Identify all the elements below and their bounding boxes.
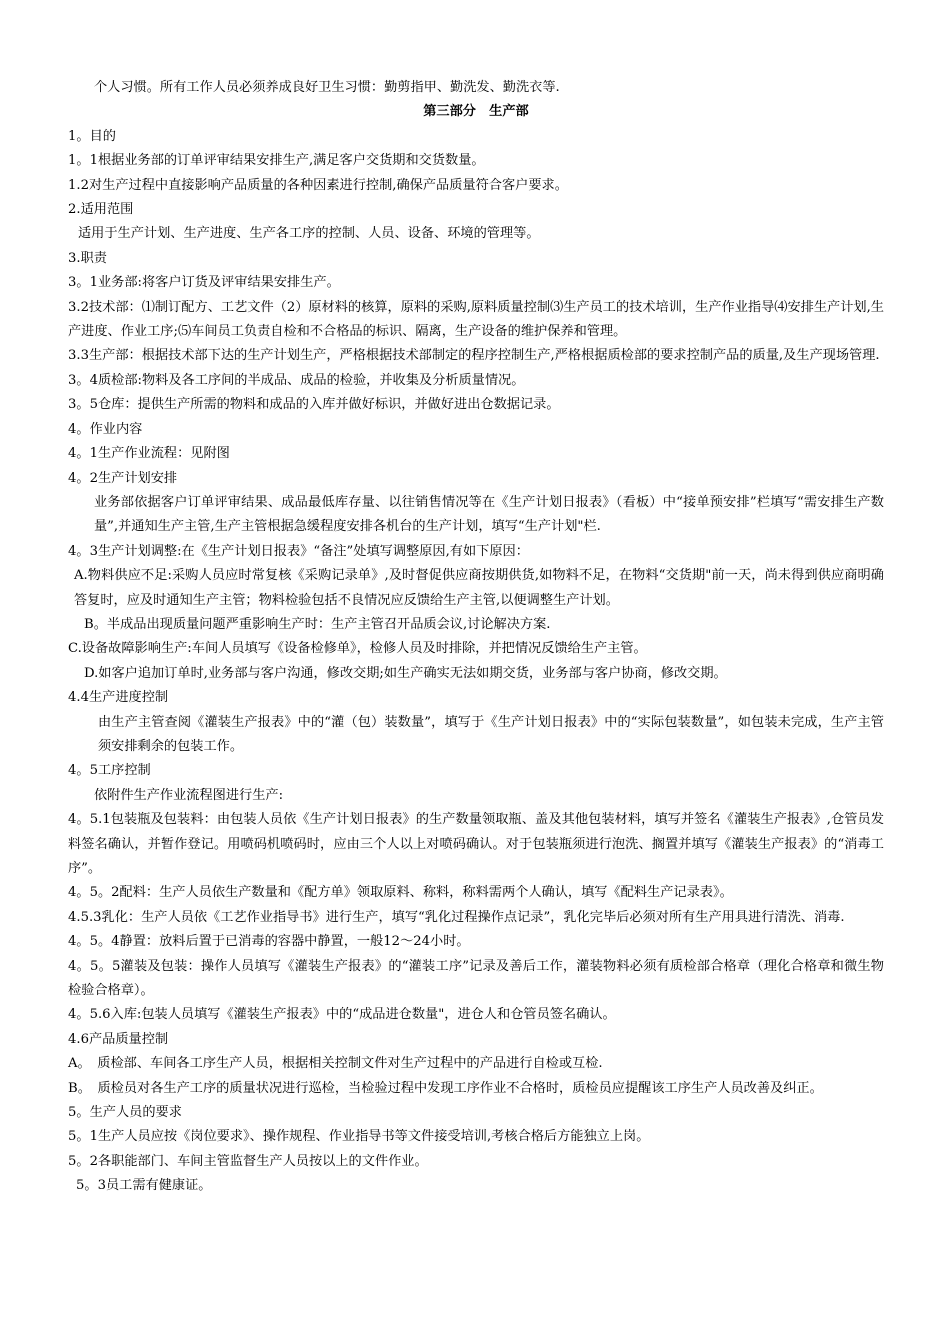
item-5-1: 5。1生产人员应按《岗位要求》、操作规程、作业指导书等文件接受培训,考核合格后方能独立上岗。 xyxy=(68,1129,650,1145)
heading-purpose: 1。目的 xyxy=(68,128,116,144)
item-4-5-1: 4。5.1包装瓶及包装料：由包装人员依《生产计划日报表》的生产数量领取瓶、盖及其他包装材料，填写并签名《灌装生产报表》,仓管员发料签名确认，并暂作登记。用喷码机喷码时，应由三个人以上对喷码确认。对于包装瓶须进行泡洗、搁置并填写《灌装生产报表》的“消毒工序”。 xyxy=(68,812,884,876)
item-4-3-d: D.如客户追加订单时,业务部与客户沟通，修改交期;如生产确实无法如期交货，业务部与客户协商，修改交期。 xyxy=(84,665,727,681)
item-4-6: 4.6产品质量控制 xyxy=(68,1031,169,1047)
paragraph-progress-control: 由生产主管查阅《灌装生产报表》中的“灌（包）装数量”，填写于《生产计划日报表》中的“实际包装数量”，如包装未完成，生产主管须安排剩余的包装工作。 xyxy=(98,714,884,754)
item-4-3-c: C.设备故障影响生产:车间人员填写《设备检修单》，检修人员及时排除，并把情况反馈给生产主管。 xyxy=(68,641,647,657)
section-title: 第三部分 生产部 xyxy=(423,104,529,120)
item-4-4: 4.4生产进度控制 xyxy=(68,690,169,706)
item-4-5-5: 4。5。5灌装及包装：操作人员填写《灌装生产报表》的“灌装工序”记录及善后工作，灌装物料必须有质检部合格章（理化合格章和微生物检验合格章）。 xyxy=(68,958,884,999)
item-4-5-3: 4.5.3乳化：生产人员依《工艺作业指导书》进行生产，填写“乳化过程操作点记录”，乳化完毕后必须对所有生产用具进行清洗、消毒. xyxy=(68,909,845,925)
heading-work-content: 4。作业内容 xyxy=(68,421,143,437)
item-3-5: 3。5仓库：提供生产所需的物料和成品的入库并做好标识，并做好进出仓数据记录。 xyxy=(68,397,560,413)
item-3-4: 3。4质检部:物料及各工序间的半成品、成品的检验，并收集及分析质量情况。 xyxy=(68,372,525,388)
item-4-3-a: A.物料供应不足:采购人员应时常复核《采购记录单》,及时督促供应商按期供货,如物料不足，在物料“交货期"前一天，尚未得到供应商明确答复时，应及时通知生产主管；物料检验包括不良情况应反馈给生产主管,以便调整生产计划。 xyxy=(74,568,884,608)
paragraph-hygiene: 个人习惯。所有工作人员必须养成良好卫生习惯：勤剪指甲、勤洗发、勤洗衣等. xyxy=(94,80,560,95)
item-3-2: 3.2技术部：⑴制订配方、工艺文件（2）原材料的核算，原料的采购,原料质量控制⑶生产员工的技术培训，生产作业指导⑷安排生产计划,生产进度、作业工序;⑸车间员工负责自检和不合格品的标识、隔离，生产设备的维护保养和管理。 xyxy=(68,299,884,340)
item-4-6-b: B。 质检员对各生产工序的质量状况进行巡检，当检验过程中发现工序作业不合格时，质检员应提醒该工序生产人员改善及纠正。 xyxy=(68,1080,823,1096)
heading-scope: 2.适用范围 xyxy=(68,202,134,218)
item-1-1: 1。1根据业务部的订单评审结果安排生产,满足客户交货期和交货数量。 xyxy=(68,153,485,169)
heading-duties: 3.职责 xyxy=(68,250,107,266)
item-4-5-2: 4。5。2配料：生产人员依生产数量和《配方单》领取原料、称料，称料需两个人确认，填写《配料生产记录表》。 xyxy=(68,885,733,901)
item-4-6-a: A。 质检部、车间各工序生产人员，根据相关控制文件对生产过程中的产品进行自检或互检. xyxy=(68,1056,603,1072)
item-4-5-4: 4。5。4静置：放料后置于已消毒的容器中静置，一般12～24小时。 xyxy=(68,934,470,950)
item-4-5-6: 4。5.6入库:包装人员填写《灌装生产报表》中的“成品进仓数量"，进仓人和仓管员签名确认。 xyxy=(68,1007,616,1023)
item-3-3: 3.3生产部：根据技术部下达的生产计划生产，严格根据技术部制定的程序控制生产,严格根据质检部的要求控制产品的质量,及生产现场管理. xyxy=(68,348,880,364)
item-4-3: 4。3生产计划调整:在《生产计划日报表》“备注”处填写调整原因,有如下原因： xyxy=(68,543,529,559)
paragraph-plan-arrangement: 业务部依据客户订单评审结果、成品最低库存量、以往销售情况等在《生产计划日报表》（看板）中“接单预安排”栏填写“需安排生产数量”,并通知生产主管,生产主管根据急缓程度安排各机台的生产计划，填写“生产计划"栏. xyxy=(94,494,884,535)
heading-staff-requirements: 5。生产人员的要求 xyxy=(68,1105,182,1121)
item-4-2: 4。2生产计划安排 xyxy=(68,470,178,486)
item-3-1: 3。1业务部:将客户订货及评审结果安排生产。 xyxy=(68,275,340,291)
item-4-3-b: B。半成品出现质量问题严重影响生产时：生产主管召开品质会议,讨论解决方案. xyxy=(84,616,551,632)
item-5-2: 5。2各职能部门、车间主管监督生产人员按以上的文件作业。 xyxy=(68,1153,428,1169)
item-1-2: 1.2对生产过程中直接影响产品质量的各种因素进行控制,确保产品质量符合客户要求。 xyxy=(68,177,568,193)
paragraph-process-control: 依附件生产作业流程图进行生产: xyxy=(94,787,284,803)
paragraph-scope: 适用于生产计划、生产进度、生产各工序的控制、人员、设备、环境的管理等。 xyxy=(78,226,540,242)
item-4-5: 4。5工序控制 xyxy=(68,763,151,779)
document-page xyxy=(68,76,884,1199)
item-4-1: 4。1生产作业流程：见附图 xyxy=(68,446,230,462)
item-5-3: 5。3员工需有健康证。 xyxy=(76,1178,212,1194)
